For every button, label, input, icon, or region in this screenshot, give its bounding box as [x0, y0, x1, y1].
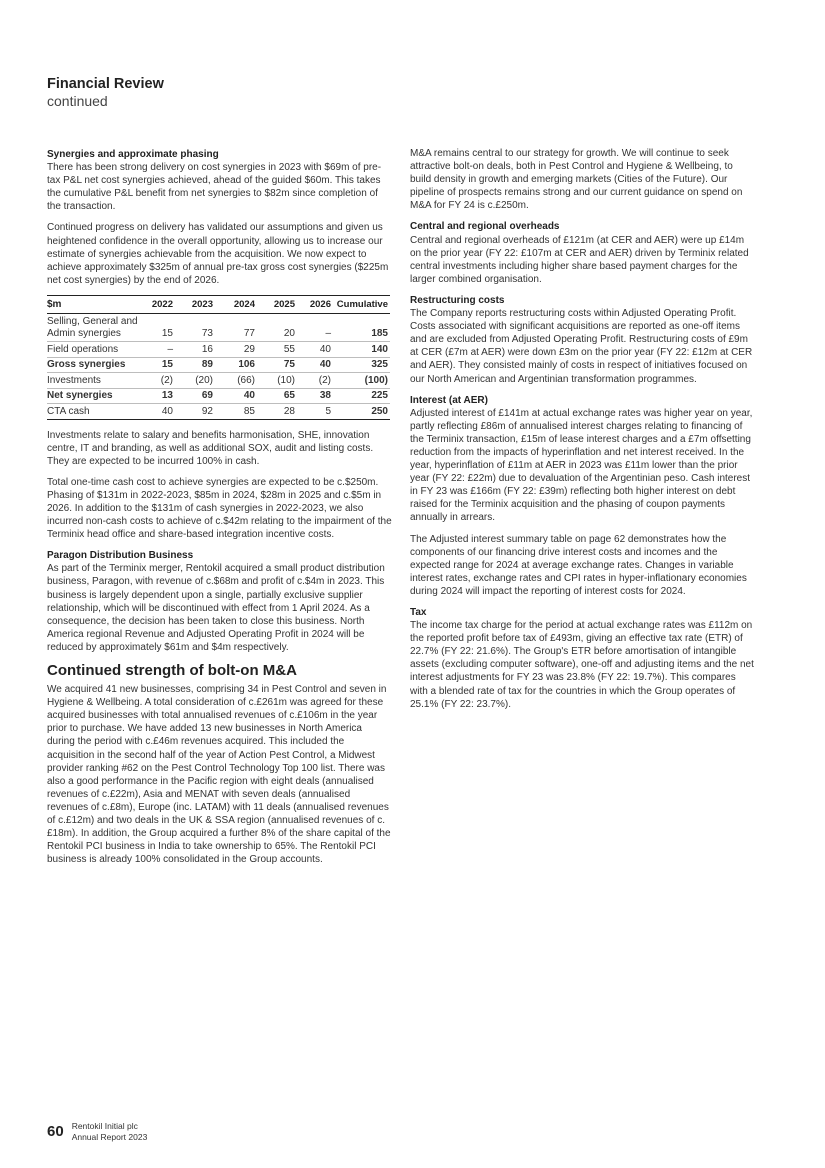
table-cell: Field operations	[47, 342, 145, 358]
table-header-cell: Cumulative	[333, 295, 390, 313]
table-cell: (66)	[215, 373, 257, 389]
table-cell: 85	[215, 404, 257, 420]
table-cell: Selling, General and Admin synergies	[47, 314, 145, 342]
central-overheads-paragraph: Central and regional overheads of £121m (at CER and AER) were up £14m on the prior year (FY 22: £107m at CER and AER) driven by Terminix related central investments including higher share based payment charges for the larger combined organisation.	[410, 234, 749, 285]
table-row	[47, 314, 390, 342]
table-cell: 250	[333, 404, 390, 420]
table-row	[47, 404, 390, 420]
table-cell: (100)	[333, 373, 390, 389]
synergies-paragraph-3: Investments relate to salary and benefits harmonisation, SHE, innovation centre, IT and branding, as well as additional SOX, audit and listing costs. They are expected to be incurred 100% in cash.	[47, 429, 374, 467]
central-overheads-heading: Central and regional overheads	[410, 221, 560, 233]
interest-paragraph-2: The Adjusted interest summary table on page 62 demonstrates how the components of our financing drive interest costs and incomes and the expected range for 2024 at average exchange rates. Changes in variable interest rates, exchange rates and CPI rates in hyper-inflationary economies during 2024 will impact the reporting of interest costs for 2024.	[410, 533, 747, 597]
table-cell: 40	[145, 404, 175, 420]
table-cell: 75	[257, 357, 297, 373]
footer-company: Rentokil Initial plc	[71, 1121, 138, 1131]
table-cell: 73	[175, 314, 215, 342]
table-cell: 65	[257, 388, 297, 404]
table-cell: –	[297, 314, 333, 342]
table-cell: (10)	[257, 373, 297, 389]
restructuring-paragraph: The Company reports restructuring costs within Adjusted Operating Profit. Costs associated with significant acquisitions are reported as one-off items and are excluded from Adjusted Operating Profit. Restructuring costs of £9m at CER (£7m at AER) were down £3m on the prior year (FY 22: £12m at CER and AER). They consisted mainly of costs in respect of initiatives focused on our North American and Argentinian transformation programmes.	[410, 308, 753, 385]
footer-report: Annual Report 2023	[71, 1131, 148, 1142]
table-cell: 69	[175, 388, 215, 404]
table-cell: 16	[175, 342, 215, 358]
table-cell: 29	[215, 342, 257, 358]
table-cell: 40	[297, 357, 333, 373]
table-cell: 5	[297, 404, 333, 420]
table-cell: Investments	[47, 373, 145, 389]
page-title: Financial Review	[47, 76, 164, 92]
interest-paragraph-1: Adjusted interest of £141m at actual exchange rates was higher year on year, partly reflecting £86m of annualised interest charges relating to financing of the Terminix transaction, £15m of lease interest charges and a £7m offsetting reduction from the impacts of hyperinflation and net interest received. In the year, hyperinflation of £11m at AER in 2023 was £11m lower than the prior year (FY 22: £22m) due to devaluation of the Argentinian peso. Cash interest in FY 23 was £166m (FY 22: £39m) reflecting both higher interest on debt raised for the Terminix acquisition and the phasing of coupon payments annually in arrears.	[410, 407, 753, 524]
table-cell: 77	[215, 314, 257, 342]
table-cell: CTA cash	[47, 404, 145, 420]
table-header-cell: 2025	[257, 295, 297, 313]
table-cell: 15	[145, 357, 175, 373]
right-column	[410, 147, 755, 719]
ma-paragraph: We acquired 41 new businesses, comprising 34 in Pest Control and seven in Hygiene & Wellbeing. A total consideration of c.£261m was agreed for these acquired businesses with total annualised revenues of c.£106m in the year prior to purchase. We have added 13 new businesses in North America during the period with c.£46m revenues acquired. This included the acquisition in the second half of the year of Action Pest Control, a Midwest provider ranking #62 on the Pest Control Technology Top 100 list. There was also a good performance in the Pacific region with eight deals (annualised revenues of c.£22m), Asia and MENAT with seven deals (annualised revenues of c.£8m), Europe (inc. LATAM) with 11 deals (annualised revenues of c.£12m) and two deals in the UK & SSA region (annualised revenues of c.£18m). In addition, the Group acquired a further 8% of the share capital of the Rentokil PCI business in India to take ownership to 65%. The Rentokil PCI business is already 100% consolidated in the Group accounts.	[47, 684, 391, 866]
table-cell: (20)	[175, 373, 215, 389]
table-cell: 185	[333, 314, 390, 342]
table-row	[47, 357, 390, 373]
table-cell: 38	[297, 388, 333, 404]
table-cell: 140	[333, 342, 390, 358]
synergies-paragraph-1: There has been strong delivery on cost synergies in 2023 with $69m of pre-tax P&L net cost synergies achieved, ahead of the guided $60m. This takes the cumulative P&L benefit from net synergies to $82m since completion of the transaction.	[47, 162, 382, 213]
ma-paragraph-2: M&A remains central to our strategy for growth. We will continue to seek attractive bolt-on deals, both in Pest Control and Hygiene & Wellbeing, to build density in growth and emerging markets (Cities of the Future). Our pipeline of prospects remains strong and our current guidance on spend on M&A for FY 24 is c.£250m.	[410, 148, 743, 212]
table-header-cell: $m	[47, 295, 145, 313]
table-cell: 40	[297, 342, 333, 358]
interest-heading: Interest (at AER)	[410, 394, 488, 406]
restructuring-heading: Restructuring costs	[410, 294, 505, 306]
table-cell: 89	[175, 357, 215, 373]
table-cell: Net synergies	[47, 388, 145, 404]
table-cell: 40	[215, 388, 257, 404]
tax-paragraph: The income tax charge for the period at actual exchange rates was £112m on the reported profit before tax of £493m, giving an effective tax rate (ETR) of 22.7% (FY 22: 21.6%). The Group's ETR before amortisation of intangible assets (excluding computer software), one-off and adjusting items and the net interest adjustments for FY 23 was 23.8% (FY 22: 19.7%). This compares with a blended rate of tax for the countries in which the Group operates of 25.1% (FY 22: 23.7%).	[410, 620, 754, 710]
table-cell: (2)	[145, 373, 175, 389]
table-header-row	[47, 295, 390, 313]
table-cell: 13	[145, 388, 175, 404]
paragon-heading: Paragon Distribution Business	[47, 550, 194, 562]
table-header-cell: 2026	[297, 295, 333, 313]
ma-section-heading: Continued strength of bolt-on M&A	[47, 662, 297, 680]
paragon-paragraph: As part of the Terminix merger, Rentokil acquired a small product distribution business, Paragon, with revenue of c.$68m and profit of c.$4m in 2023. This business is largely dependent upon a single, partially exclusive supplier relationship, which will be discontinued with effect from 1 April 2024. As a consequence, the decision has been taken to close this business. North America regional Revenue and Adjusted Operating Profit in 2024 will be reduced by approximately $61m and $4m respectively.	[47, 563, 385, 653]
table-cell: Gross synergies	[47, 357, 145, 373]
table-row	[47, 388, 390, 404]
page-subtitle: continued	[47, 93, 108, 109]
table-cell: 92	[175, 404, 215, 420]
tax-heading: Tax	[410, 607, 427, 618]
table-header-cell: 2023	[175, 295, 215, 313]
page-footer	[47, 1121, 147, 1142]
table-cell: (2)	[297, 373, 333, 389]
table-header-cell: 2024	[215, 295, 257, 313]
left-column	[47, 148, 392, 874]
table-cell: 106	[215, 357, 257, 373]
synergies-paragraph-4: Total one-time cash cost to achieve synergies are expected to be c.$250m. Phasing of $131m in 2022-2023, $85m in 2024, $28m in 2025 and c.$5m in 2026. In addition to the $131m of cash synergies in 2022-2023, we also incurred non-cash costs to achieve of c.$42m relating to the impairment of the Terminix head office and share-based integration incentive costs.	[47, 476, 392, 541]
page-number: 60	[47, 1123, 64, 1140]
table-cell: 20	[257, 314, 297, 342]
table-cell: 55	[257, 342, 297, 358]
table-cell: 225	[333, 388, 390, 404]
table-cell: 325	[333, 357, 390, 373]
table-body	[47, 314, 390, 420]
table-cell: 15	[145, 314, 175, 342]
footer-text	[72, 1121, 148, 1142]
table-row	[47, 373, 390, 389]
table-header-cell: 2022	[145, 295, 175, 313]
page-header	[47, 75, 164, 110]
table-row	[47, 342, 390, 358]
table-cell: 28	[257, 404, 297, 420]
synergies-heading: Synergies and approximate phasing	[47, 149, 219, 160]
synergies-table	[47, 295, 390, 420]
synergies-paragraph-2: Continued progress on delivery has validated our assumptions and given us heightened confidence in the overall opportunity, allowing us to increase our estimate of synergies achievable from the acquisition. We now expect to achieve approximately $325m of annual pre-tax gross cost synergies ($225m net cost synergies) by the end of 2026.	[47, 222, 389, 286]
table-cell: –	[145, 342, 175, 358]
